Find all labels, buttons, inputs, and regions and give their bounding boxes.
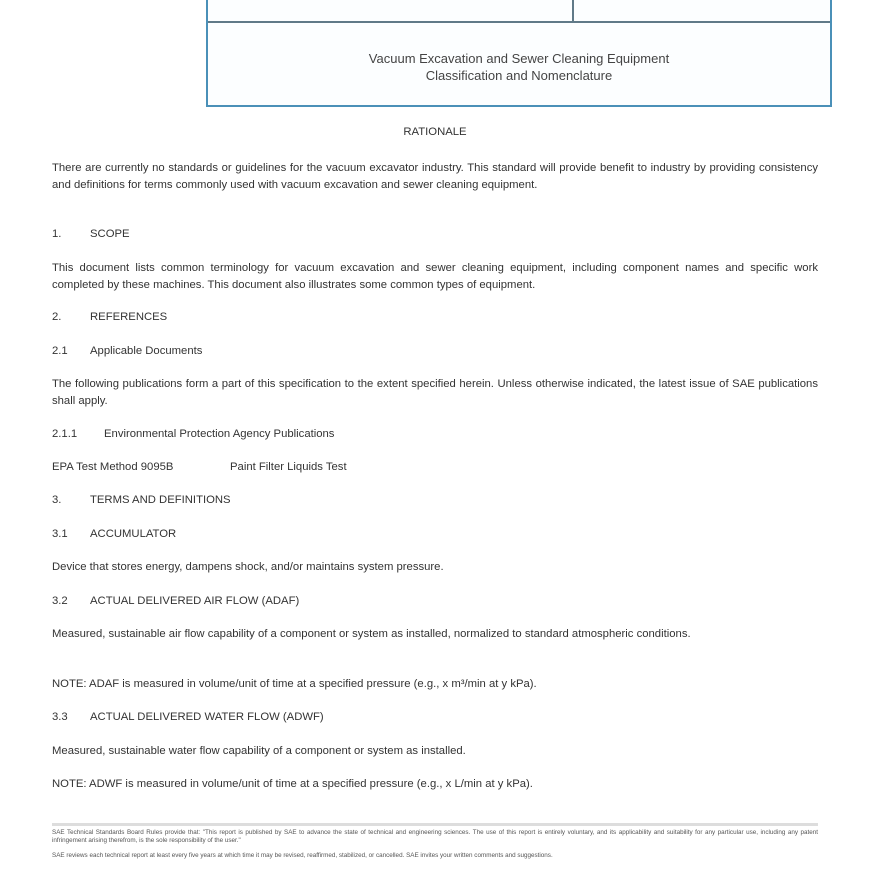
scope-text: This document lists common terminology for vacuum excavation and sewer cleaning equipment, including component names and specific work completed by these machines. This document also illustrates some common types of equipment.	[52, 262, 818, 291]
subsection-heading: 2.1 Applicable Documents	[52, 345, 203, 357]
divider	[208, 21, 830, 23]
section-heading: 3. TERMS AND DEFINITIONS	[52, 494, 231, 506]
reference-item: EPA Test Method 9095B Paint Filter Liquids Test	[52, 461, 347, 473]
rationale-heading: RATIONALE	[403, 126, 467, 138]
term-definition: Measured, sustainable water flow capability of a component or system as installed.	[52, 745, 466, 757]
title-block	[206, 0, 832, 107]
section-heading: 2. REFERENCES	[52, 311, 168, 323]
footer-text: SAE Technical Standards Board Rules provide that: "This report is published by SAE to advance the state of technical and engineering sciences. The use of this report is entirely voluntary, and its applicability and suitability for any particular use, including any patent infringement arising therefrom, is the sole responsibility of the user."	[52, 829, 818, 844]
rationale-text: There are currently no standards or guidelines for the vacuum excavator industry. This standard will provide benefit to industry by providing consistency and definitions for terms commonly used with vacuum excavation and sewer cleaning equipment.	[52, 162, 818, 191]
footer-divider	[52, 823, 818, 826]
term-note: NOTE: ADWF is measured in volume/unit of time at a specified pressure (e.g., x L/min at y kPa).	[52, 778, 533, 790]
document-title: Vacuum Excavation and Sewer Cleaning Equipment Classification and Nomenclature	[368, 51, 670, 83]
divider	[572, 0, 574, 23]
references-text: The following publications form a part of this specification to the extent specified herein. Unless otherwise indicated, the latest issue of SAE publications shall apply.	[52, 378, 818, 407]
section-heading: 1. SCOPE	[52, 228, 130, 240]
term-heading: 3.1 ACCUMULATOR	[52, 528, 177, 540]
term-heading: 3.3 ACTUAL DELIVERED WATER FLOW (ADWF)	[52, 711, 324, 723]
footer-text: SAE reviews each technical report at least every five years at which time it may be revised, reaffirmed, stabilized, or cancelled. SAE invites your written comments and suggestions.	[52, 852, 553, 859]
subsection-heading: 2.1.1 Environmental Protection Agency Publications	[52, 428, 335, 440]
term-definition: Device that stores energy, dampens shock, and/or maintains system pressure.	[52, 561, 444, 573]
term-definition: Measured, sustainable air flow capability of a component or system as installed, normalized to standard atmospheric conditions.	[52, 628, 691, 640]
term-heading: 3.2 ACTUAL DELIVERED AIR FLOW (ADAF)	[52, 595, 300, 607]
term-note: NOTE: ADAF is measured in volume/unit of time at a specified pressure (e.g., x m³/min at y kPa).	[52, 678, 537, 690]
